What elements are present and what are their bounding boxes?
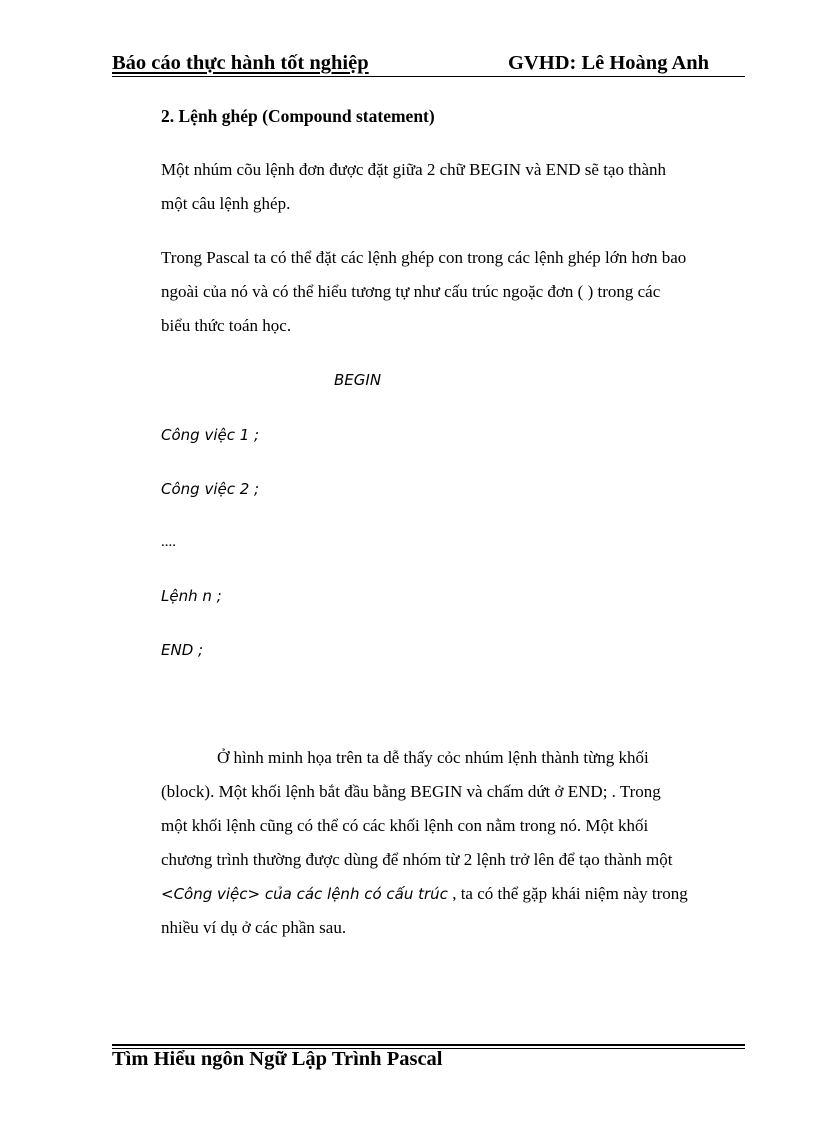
paragraph-line: (block). Một khối lệnh bắt đầu bằng BEGIN và chấm dứt ở END; . Trong xyxy=(161,782,661,801)
paragraph-block-explanation xyxy=(161,741,741,945)
paragraph-line: một câu lệnh ghép. xyxy=(161,194,291,213)
page-footer: Tìm Hiểu ngôn Ngữ Lập Trình Pascal xyxy=(112,1048,443,1070)
header-rule xyxy=(112,76,745,77)
code-line-2: Công việc 2 ; xyxy=(161,480,260,498)
page-header xyxy=(112,52,745,76)
paragraph-line: một khối lệnh cũng có thể có các khối lệnh con nằm trong nó. Một khối xyxy=(161,816,649,835)
header-report-title: Báo cáo thực hành tốt nghiệp xyxy=(112,52,369,74)
paragraph-intro xyxy=(161,153,761,221)
paragraph-line: chương trình thường được dùng để nhóm từ 2 lệnh trở lên để tạo thành một xyxy=(161,850,673,869)
footer-rule xyxy=(112,1044,745,1046)
code-line-n: Lệnh n ; xyxy=(161,587,222,605)
paragraph-line: Ở hình minh họa trên ta dễ thấy cỏc nhúm lệnh thành từng khối xyxy=(217,748,649,767)
code-begin: BEGIN xyxy=(334,371,382,389)
paragraph-line: Một nhúm cõu lệnh đơn được đặt giữa 2 chữ BEGIN và END sẽ tạo thành xyxy=(161,160,666,179)
code-end: END ; xyxy=(161,641,204,659)
paragraph-nesting xyxy=(161,241,761,343)
section-heading: 2. Lệnh ghép (Compound statement) xyxy=(161,106,435,126)
paragraph-line: nhiều ví dụ ở các phần sau. xyxy=(161,918,347,937)
header-instructor: GVHD: Lê Hoàng Anh xyxy=(508,52,710,74)
paragraph-line: <Công việc> của các lệnh có cấu trúc , ta có thể gặp khái niệm này trong xyxy=(161,884,688,903)
paragraph-line: Trong Pascal ta có thể đặt các lệnh ghép con trong các lệnh ghép lớn hơn bao xyxy=(161,248,687,267)
paragraph-line: ngoài của nó và có thể hiểu tương tự như cấu trúc ngoặc đơn ( ) trong các xyxy=(161,282,661,301)
code-ellipsis: .... xyxy=(161,534,176,550)
italic-phrase: <Công việc> của các lệnh có cấu trúc xyxy=(161,885,448,903)
code-line-1: Công việc 1 ; xyxy=(161,426,260,444)
paragraph-line: biểu thức toán học. xyxy=(161,316,292,335)
